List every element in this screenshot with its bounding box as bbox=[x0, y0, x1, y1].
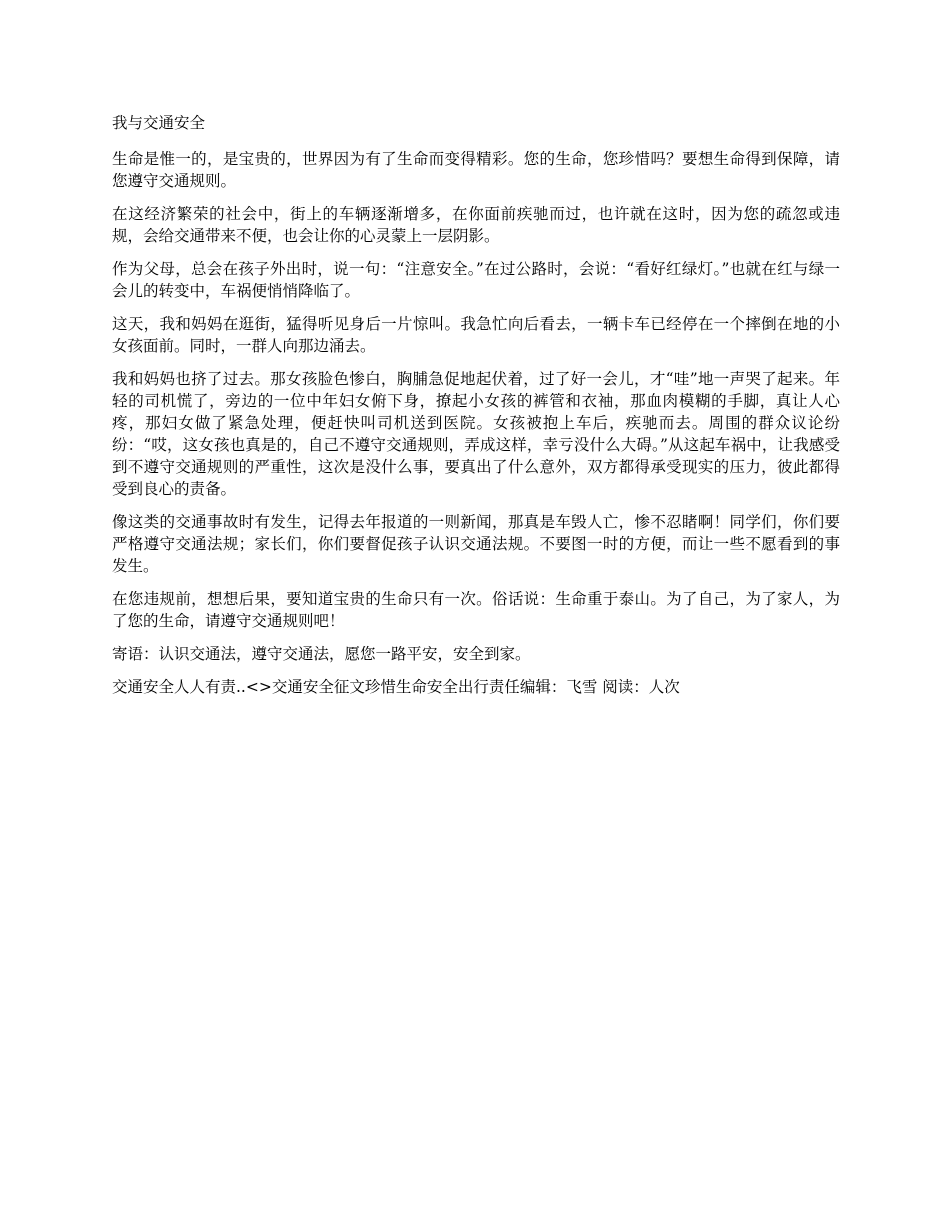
closing-message: 寄语：认识交通法，遵守交通法，愿您一路平安，安全到家。 bbox=[112, 645, 531, 663]
document-title: 我与交通安全 bbox=[112, 114, 206, 132]
paragraph-4: 这天，我和妈妈在逛街，猛得听见身后一片惊叫。我急忙向后看去，一辆卡车已经停在一个摔倒在地的小女孩面前。同时，一群人向那边涌去。 bbox=[112, 315, 840, 355]
paragraph-2: 在这经济繁荣的社会中，街上的车辆逐渐增多，在你面前疾驰而过，也许就在这时，因为您的疏忽或违规，会给交通带来不便，也会让你的心灵蒙上一层阴影。 bbox=[112, 205, 840, 245]
paragraph-1: 生命是惟一的，是宝贵的，世界因为有了生命而变得精彩。您的生命，您珍惜吗？要想生命得到保障，请您遵守交通规则。 bbox=[112, 150, 840, 190]
footer-line: 交通安全人人有责..<>交通安全征文珍惜生命安全出行责任编辑：飞雪 阅读：人次 bbox=[112, 678, 680, 696]
paragraph-6: 像这类的交通事故时有发生，记得去年报道的一则新闻，那真是车毁人亡，惨不忍睹啊！同学们，你们要严格遵守交通法规；家长们，你们要督促孩子认识交通法规。不要图一时的方便，而让一些不愿看到的事发生。 bbox=[112, 513, 840, 575]
paragraph-3: 作为父母，总会在孩子外出时，说一句：“注意安全。”在过公路时，会说：“看好红绿灯。”也就在红与绿一会儿的转变中，车祸便悄悄降临了。 bbox=[112, 260, 840, 300]
document-body bbox=[112, 112, 840, 698]
paragraph-7: 在您违规前，想想后果，要知道宝贵的生命只有一次。俗话说：生命重于泰山。为了自己，为了家人，为了您的生命，请遵守交通规则吧！ bbox=[112, 590, 840, 630]
paragraph-5: 我和妈妈也挤了过去。那女孩脸色惨白，胸脯急促地起伏着，过了好一会儿，才“哇”地一声哭了起来。年轻的司机慌了，旁边的一位中年妇女俯下身，撩起小女孩的裤管和衣袖，那血肉模糊的手脚，真让人心疼，那妇女做了紧急处理，便赶快叫司机送到医院。女孩被抱上车后，疾驰而去。周围的群众议论纷纷：“哎，这女孩也真是的，自己不遵守交通规则，弄成这样，幸亏没什么大碍。”从这起车祸中，让我感受到不遵守交通规则的严重性，这次是没什么事，要真出了什么意外，双方都得承受现实的压力，彼此都得受到良心的责备。 bbox=[112, 370, 840, 498]
